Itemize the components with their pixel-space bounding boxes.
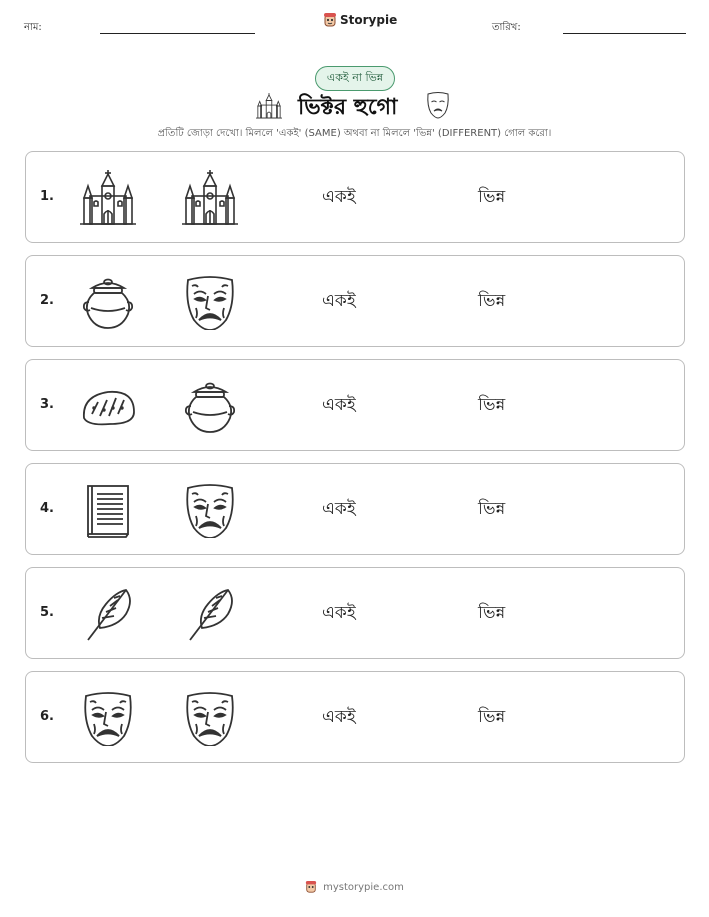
same-option[interactable]: একই [322, 187, 356, 207]
same-option[interactable]: একই [322, 603, 356, 623]
brand-name: Storypie [340, 13, 398, 27]
different-option[interactable]: ভিন্ন [478, 707, 506, 727]
tragedy-mask-icon [182, 690, 238, 746]
storypie-mascot-icon [323, 12, 337, 28]
footer-url[interactable]: mystorypie.com [323, 881, 404, 893]
name-label: নাম: [24, 22, 42, 33]
instructions-text: প্রতিটি জোড়া দেখো। মিললে 'একই' (SAME) অথবা না মিললে 'ভিন্ন' (DIFFERENT) গোল করো। [157, 128, 552, 139]
church-icon [256, 91, 282, 121]
exercise-row [25, 671, 685, 763]
exercise-row [25, 567, 685, 659]
church-icon [182, 170, 238, 226]
tragedy-mask-icon [182, 274, 238, 330]
different-option[interactable]: ভিন্ন [478, 291, 506, 311]
feather-icon [80, 586, 136, 642]
pot-icon [182, 378, 238, 434]
tragedy-mask-icon [182, 482, 238, 538]
page-title: ভিক্টর হুগো [298, 95, 398, 120]
row-number: 4. [40, 501, 54, 516]
same-option[interactable]: একই [322, 499, 356, 519]
different-option[interactable]: ভিন্ন [478, 395, 506, 415]
row-number: 1. [40, 189, 54, 204]
church-icon [80, 170, 136, 226]
title-row [0, 88, 709, 124]
name-field-line[interactable] [100, 33, 255, 34]
brand-logo [323, 12, 397, 28]
exercise-row [25, 359, 685, 451]
tragedy-mask-icon [426, 90, 450, 120]
feather-icon [182, 586, 238, 642]
worksheet-type-badge: একই না ভিন্ন [315, 66, 395, 91]
row-number: 5. [40, 605, 54, 620]
different-option[interactable]: ভিন্ন [478, 499, 506, 519]
exercise-row [25, 151, 685, 243]
exercise-row [25, 463, 685, 555]
book-icon [80, 482, 136, 538]
same-option[interactable]: একই [322, 395, 356, 415]
row-number: 2. [40, 293, 54, 308]
same-option[interactable]: একই [322, 707, 356, 727]
footer [0, 880, 709, 894]
tragedy-mask-icon [80, 690, 136, 746]
exercise-row [25, 255, 685, 347]
pot-icon [80, 274, 136, 330]
bread-icon [80, 378, 136, 434]
date-label: তারিখ: [492, 22, 521, 33]
different-option[interactable]: ভিন্ন [478, 187, 506, 207]
date-field-line[interactable] [563, 33, 686, 34]
different-option[interactable]: ভিন্ন [478, 603, 506, 623]
storypie-mascot-icon [305, 880, 317, 894]
same-option[interactable]: একই [322, 291, 356, 311]
row-number: 3. [40, 397, 54, 412]
row-number: 6. [40, 709, 54, 724]
